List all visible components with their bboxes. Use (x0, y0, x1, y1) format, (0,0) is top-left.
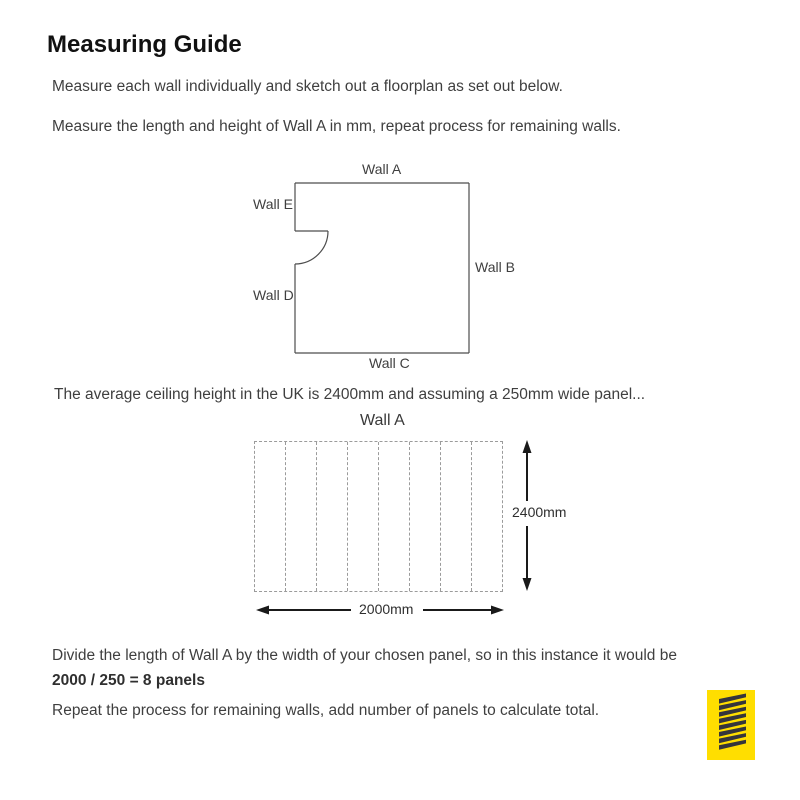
page-title: Measuring Guide (47, 31, 242, 58)
width-arrow-left-head (256, 606, 269, 615)
stacked-panels-logo (707, 690, 755, 760)
door-swing-arc (295, 231, 328, 264)
divide-instruction-text: Divide the length of Wall A by the width of your chosen panel, so in this instance it would be (52, 647, 677, 664)
floorplan-label-wall-e: Wall E (253, 196, 293, 212)
intro-text: Measure each wall individually and sketch out a floorplan as set out below. (52, 78, 563, 95)
height-arrow-down-head (523, 578, 532, 591)
floorplan-label-wall-c: Wall C (369, 355, 410, 371)
repeat-instruction-text: Repeat the process for remaining walls, add number of panels to calculate total. (52, 702, 600, 719)
floorplan-label-wall-d: Wall D (253, 287, 294, 303)
stacked-panels-logo-icon (707, 690, 755, 760)
width-arrow-right-head (491, 606, 504, 615)
panel-diagram-title: Wall A (360, 412, 405, 429)
floorplan-label-wall-a: Wall A (362, 161, 402, 177)
width-dimension-label: 2000mm (359, 601, 414, 617)
measure-instruction-text: Measure the length and height of Wall A in mm, repeat process for remaining walls. (52, 118, 621, 135)
floorplan-label-wall-b: Wall B (475, 259, 515, 275)
formula-text: 2000 / 250 = 8 panels (52, 672, 205, 689)
dimension-arrows (240, 430, 560, 625)
ceiling-height-text: The average ceiling height in the UK is 2400mm and assuming a 250mm wide panel... (54, 386, 646, 403)
height-dimension-label: 2400mm (512, 504, 567, 520)
height-arrow-up-head (523, 440, 532, 453)
